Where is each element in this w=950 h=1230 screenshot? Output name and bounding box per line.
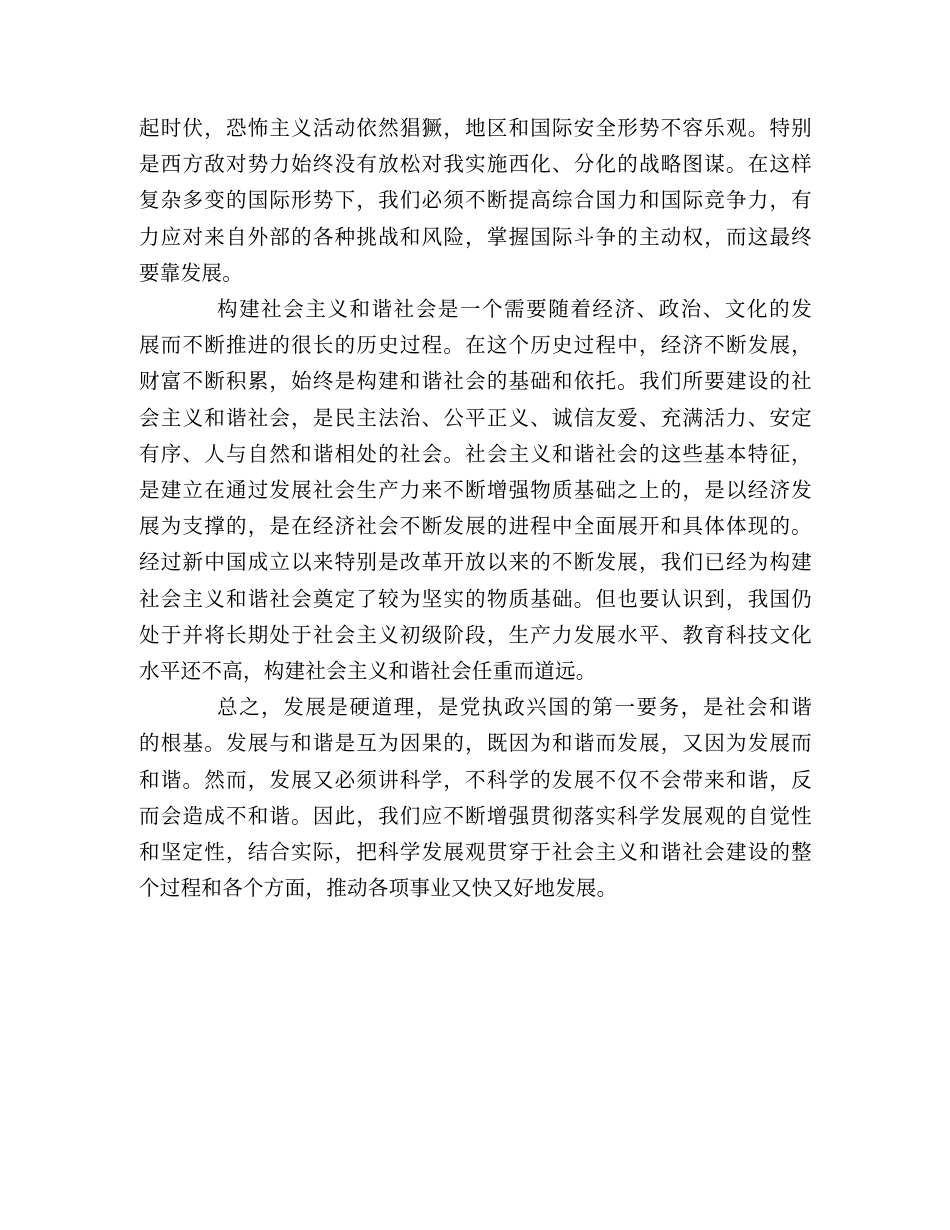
text-line: 展为支撑的，是在经济社会不断发展的进程中全面展开和具体体现的。 <box>139 514 812 539</box>
text-line: 是建立在通过发展社会生产力来不断增强物质基础之上的，是以经济发 <box>139 478 812 503</box>
text-line: 总之，发展是硬道理，是党执政兴国的第一要务，是社会和谐 <box>217 695 812 720</box>
text-line: 会主义和谐社会，是民主法治、公平正义、诚信友爱、充满活力、安定 <box>139 405 812 430</box>
text-line: 而会造成不和谐。因此，我们应不断增强贯彻落实科学发展观的自觉性 <box>139 803 812 828</box>
text-line: 要靠发展。 <box>139 260 243 285</box>
text-line: 水平还不高，构建社会主义和谐社会任重而道远。 <box>139 659 597 684</box>
text-line: 处于并将长期处于社会主义初级阶段，生产力发展水平、教育科技文化 <box>139 622 812 647</box>
document-body <box>139 110 812 906</box>
text-line: 财富不断积累，始终是构建和谐社会的基础和依托。我们所要建设的社 <box>139 369 812 394</box>
text-line: 展而不断推进的很长的历史过程。在这个历史过程中，经济不断发展， <box>139 333 812 358</box>
text-line: 经过新中国成立以来特别是改革开放以来的不断发展，我们已经为构建 <box>139 550 812 575</box>
text-line: 的根基。发展与和谐是互为因果的，既因为和谐而发展，又因为发展而 <box>139 731 812 756</box>
text-line: 有序、人与自然和谐相处的社会。社会主义和谐社会的这些基本特征， <box>139 441 812 466</box>
paragraph-2 <box>139 291 812 689</box>
text-line: 起时伏，恐怖主义活动依然猖獗，地区和国际安全形势不容乐观。特别 <box>139 116 812 140</box>
text-line: 个过程和各个方面，推动各项事业又快又好地发展。 <box>139 876 618 901</box>
text-line: 社会主义和谐社会奠定了较为坚实的物质基础。但也要认识到，我国仍 <box>139 586 812 611</box>
text-line: 是西方敌对势力始终没有放松对我实施西化、分化的战略图谋。在这样 <box>139 152 812 177</box>
paragraph-1 <box>139 110 812 291</box>
text-line: 力应对来自外部的各种挑战和风险，掌握国际斗争的主动权，而这最终 <box>139 224 812 249</box>
text-line: 构建社会主义和谐社会是一个需要随着经济、政治、文化的发 <box>217 297 812 322</box>
text-line: 复杂多变的国际形势下，我们必须不断提高综合国力和国际竞争力，有 <box>139 188 812 213</box>
text-line: 和谐。然而，发展又必须讲科学，不科学的发展不仅不会带来和谐，反 <box>139 767 812 792</box>
paragraph-3 <box>139 689 812 906</box>
text-line: 和坚定性，结合实际，把科学发展观贯穿于社会主义和谐社会建设的整 <box>139 840 812 865</box>
